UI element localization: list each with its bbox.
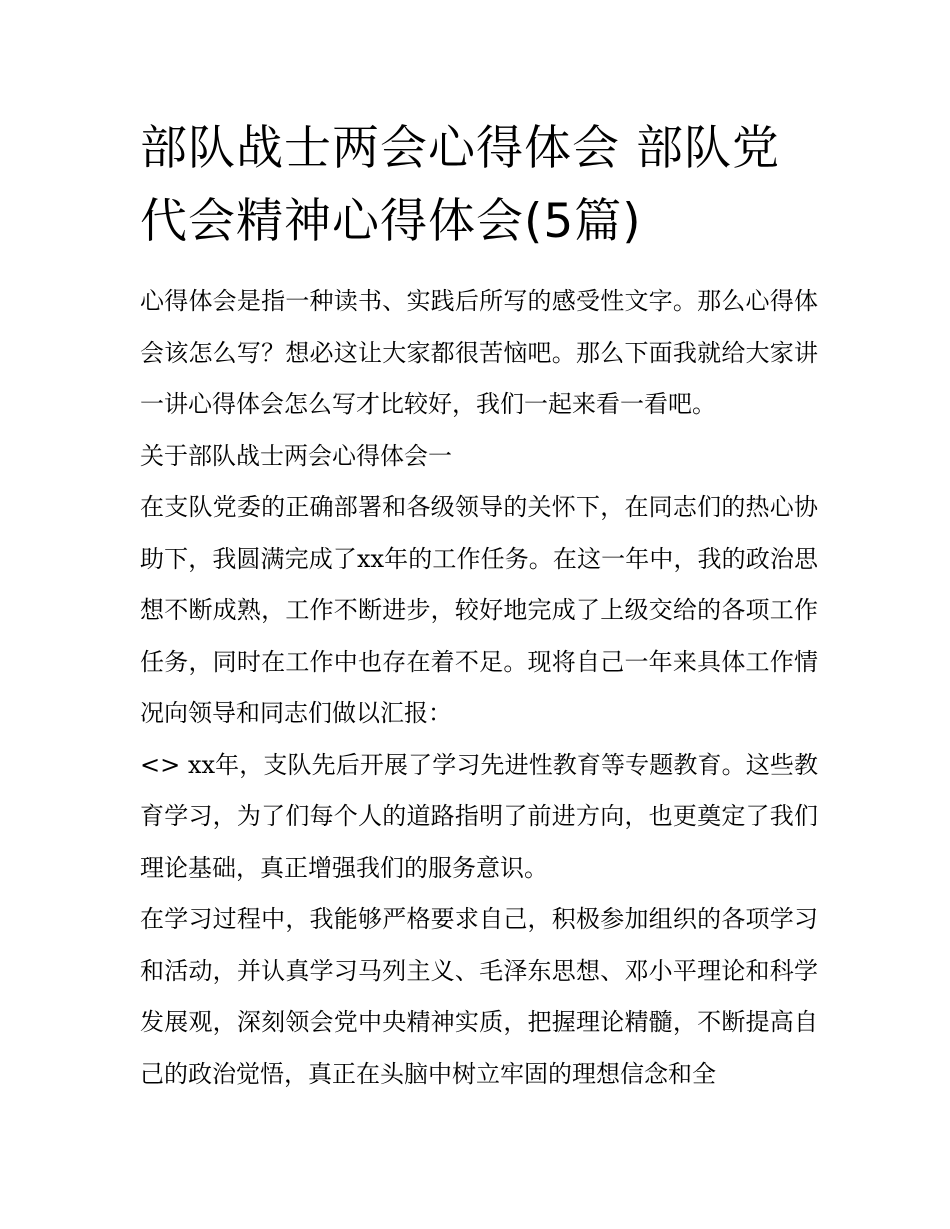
body-paragraph: 在学习过程中，我能够严格要求自己，积极参加组织的各项学习和活动，并认真学习马列主义、毛泽东思想、邓小平理论和科学发展观，深刻领会党中央精神实质，把握理论精髓，不断提高自己的政治觉悟，真正在头脑中树立牢固的理想信念和全 [140, 905, 818, 1088]
intro-paragraph: 心得体会是指一种读书、实践后所写的感受性文字。那么心得体会该怎么写？想必这让大家都很苦恼吧。那么下面我就给大家讲一讲心得体会怎么写才比较好，我们一起来看一看吧。 [140, 287, 818, 418]
document-title: 部队战士两会心得体会 部队党代会精神心得体会(5篇) [140, 121, 780, 249]
body-paragraph: 在支队党委的正确部署和各级领导的关怀下，在同志们的热心协助下，我圆满完成了xx年的工作任务。在这一年中，我的政治思想不断成熟，工作不断进步，较好地完成了上级交给的各项工作任务，同时在工作中也存在着不足。现将自己一年来具体工作情况向领导和同志们做以汇报： [140, 493, 818, 727]
section-heading: 关于部队战士两会心得体会一 [140, 441, 452, 470]
document-body [140, 276, 818, 1100]
body-paragraph: <> xx年，支队先后开展了学习先进性教育等专题教育。这些教育学习，为了们每个人的道路指明了前进方向，也更奠定了我们理论基础，真正增强我们的服务意识。 [140, 750, 818, 882]
